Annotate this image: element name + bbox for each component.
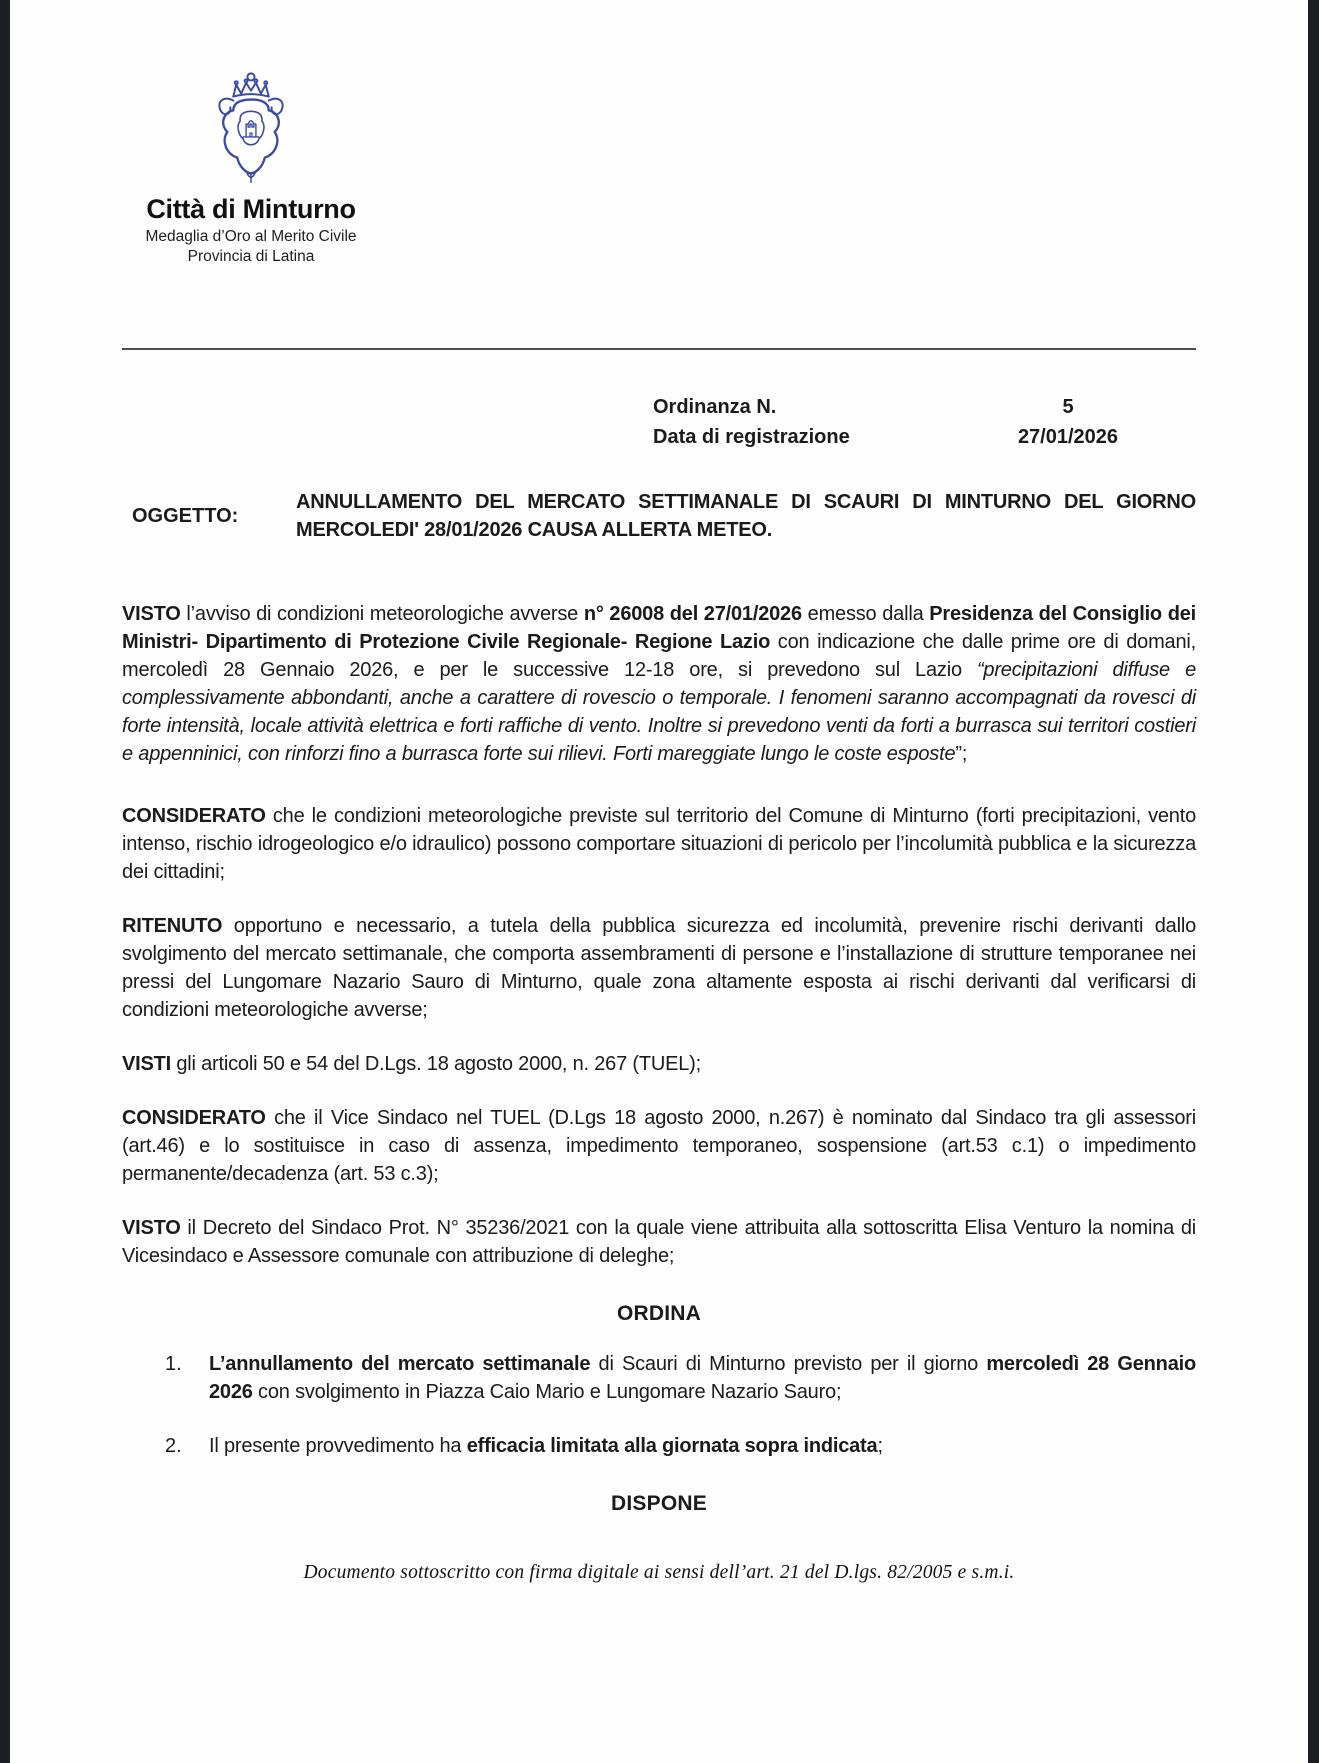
header-divider: [122, 348, 1196, 350]
order-list: [122, 1350, 1196, 1460]
order-item-1-text: L’annullamento del mercato settimanale di Scauri di Minturno previsto per il giorno mercoledì 28 Gennaio 2026 con svolgimento in Piazza Caio Mario e Lungomare Nazario Sauro;: [209, 1353, 1196, 1403]
paragraph-ritenuto: RITENUTO opportuno e necessario, a tutela della pubblica sicurezza ed incolumità, prevenire rischi derivanti dallo svolgimento del mercato settimanale, che comporta assembramenti di persone e l’installazione di strutture temporanee nei pressi del Lungomare Nazario Sauro di Minturno, quale zona altamente esposta ai rischi derivanti dal verificarsi di condizioni meteorologiche avverse;: [122, 915, 1196, 1021]
city-name: Città di Minturno: [146, 194, 356, 224]
ordinance-number-row: [122, 392, 1196, 422]
municipality-header: [108, 70, 394, 266]
city-subtitle-province: Provincia di Latina: [187, 248, 315, 265]
registration-meta: [122, 392, 1196, 452]
registration-date-row: [122, 422, 1196, 452]
city-subtitle-honor: Medaglia d’Oro al Merito Civile: [145, 228, 357, 245]
paragraph-considerato-2: CONSIDERATO che il Vice Sindaco nel TUEL (D.Lgs 18 agosto 2000, n.267) è nominato dal Sindaco tra gli assessori (art.46) e lo sostituisce in caso di assenza, impedimento temporaneo, sospensione (art.53 c.1) o impedimento permanente/decadenza (art. 53 c.3);: [122, 1107, 1196, 1185]
scan-edge-left: [0, 0, 10, 1763]
ordinance-number-value: 5: [1062, 396, 1074, 418]
order-item-2: [122, 1432, 1196, 1460]
scan-edge-right: [1308, 0, 1319, 1763]
registration-date-value: 27/01/2026: [1017, 426, 1119, 448]
order-item-2-text: Il presente provvedimento ha efficacia limitata alla giornata sopra indicata;: [209, 1435, 883, 1457]
ordinance-number-label: Ordinanza N.: [653, 396, 777, 418]
dispone-heading: DISPONE: [611, 1492, 707, 1515]
order-item-2-number: 2.: [165, 1435, 182, 1457]
document-page: [10, 0, 1308, 1763]
minturno-coat-of-arms-icon: [205, 70, 297, 192]
subject-label: OGGETTO:: [132, 504, 239, 527]
registration-date-label: Data di registrazione: [653, 426, 850, 448]
ordina-heading: ORDINA: [616, 1302, 702, 1325]
subject-text: ANNULLAMENTO DEL MERCATO SETTIMANALE DI SCAURI DI MINTURNO DEL GIORNO MERCOLEDI' 28/01/2026 CAUSA ALLERTA METEO.: [296, 491, 1196, 541]
paragraph-visto-2: VISTO il Decreto del Sindaco Prot. N° 35236/2021 con la quale viene attribuita alla sottoscritta Elisa Venturo la nomina di Vicesindaco e Assessore comunale con attribuzione di deleghe;: [122, 1217, 1196, 1267]
digital-signature-note: Documento sottoscritto con firma digitale ai sensi dell’art. 21 del D.lgs. 82/2005 e s.m.i.: [303, 1562, 1015, 1583]
subject-row: [122, 488, 1196, 544]
order-item-1: [122, 1350, 1196, 1406]
paragraph-considerato-1: CONSIDERATO che le condizioni meteorologiche previste sul territorio del Comune di Minturno (forti precipitazioni, vento intenso, rischio idrogeologico e/o idraulico) possono comportare situazioni di pericolo per l’incolumità pubblica e la sicurezza dei cittadini;: [122, 805, 1196, 883]
order-item-1-number: 1.: [165, 1353, 182, 1375]
paragraph-visti: VISTI gli articoli 50 e 54 del D.Lgs. 18 agosto 2000, n. 267 (TUEL);: [122, 1053, 701, 1075]
paragraph-visto-1: VISTO l’avviso di condizioni meteorologiche avverse n° 26008 del 27/01/2026 emesso dalla Presidenza del Consiglio dei Ministri- Dipartimento di Protezione Civile Regionale- Regione Lazio con indicazione che dalle prime ore di domani, mercoledì 28 Gennaio 2026, e per le successive 12-18 ore, si prevedono sul Lazio “precipitazioni diffuse e complessivamente abbondanti, anche a carattere di rovescio o temporale. I fenomeni saranno accompagnati da rovesci di forte intensità, locale attività elettrica e forti raffiche di vento. Inoltre si prevedono venti da forti a burrasca sui territori costieri e appenninici, con rinforzi fino a burrasca forte sui rilievi. Forti mareggiate lungo le coste esposte”;: [122, 603, 1197, 765]
